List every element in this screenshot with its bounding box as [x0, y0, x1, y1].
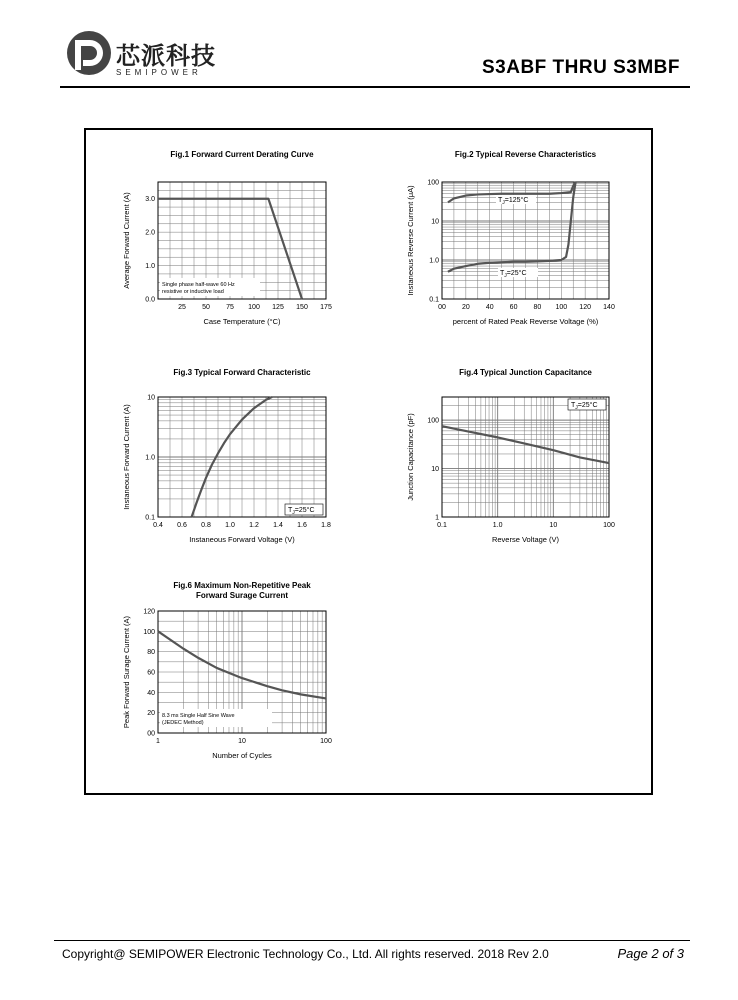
chart-grid [158, 397, 326, 517]
x-axis-label: Number of Cycles [212, 751, 272, 760]
condition-annotation: $T_J=25^\circ C$ [288, 507, 315, 516]
x-tick-label: 125 [272, 304, 284, 311]
y-tick-label: 10 [431, 218, 439, 226]
y-axis-label: Instaneous Forward Current (A) [122, 404, 131, 510]
y-tick-label: 10 [147, 394, 155, 402]
y-tick-label: 20 [147, 710, 155, 718]
y-tick-label: 2.0 [145, 229, 155, 237]
x-axis-label: Reverse Voltage (V) [491, 535, 560, 544]
x-tick-label: 175 [320, 304, 332, 311]
x-tick-label: 80 [533, 304, 542, 311]
x-tick-label: 100 [555, 304, 568, 311]
document-title: S3ABF THRU S3MBF [481, 57, 680, 78]
x-tick-label: 1 [156, 738, 160, 745]
x-tick-label: 1.8 [321, 522, 331, 529]
plot-area-border [442, 397, 609, 517]
y-tick-label: 1 [435, 514, 439, 522]
logo-english-name: SEMIPOWER [116, 68, 202, 77]
x-tick-label: 10 [549, 522, 558, 529]
chart-title-line: Forward Surage Current [195, 591, 289, 600]
condition-annotation: $T_J=25^\circ C$ [571, 402, 598, 411]
y-tick-label: 0.0 [145, 296, 155, 304]
y-tick-label: 100 [427, 179, 439, 187]
x-tick-label: 25 [178, 304, 186, 311]
y-axis-label: Average Forward Current (A) [122, 192, 131, 289]
chart-title: Fig.3 Typical Forward Characteristic [173, 368, 311, 377]
x-tick-label: 0.6 [177, 522, 187, 529]
y-tick-label: 3.0 [145, 196, 155, 204]
chart-title: Fig.1 Forward Current Derating Curve [170, 150, 314, 159]
y-tick-label: 40 [147, 689, 155, 697]
y-axis-label: Peak Forward Surage Current (A) [122, 615, 131, 729]
y-tick-label: 60 [147, 669, 155, 677]
fig6-surge-chart [122, 581, 332, 760]
y-tick-label: 10 [431, 466, 439, 474]
x-tick-label: 20 [461, 304, 470, 311]
x-tick-label: 100 [320, 738, 332, 745]
fig4-capacitance-chart [406, 368, 615, 544]
chart-grid [442, 397, 609, 517]
y-tick-label: 0.1 [429, 296, 439, 304]
copyright-text: Copyright@ SEMIPOWER Electronic Technology Co., Ltd. All rights reserved. 2018 Rev 2.0 [62, 947, 549, 961]
chart-note-line: resistive or inductive load [162, 289, 224, 295]
series-label: $T_J=125^\circ C$ [498, 197, 529, 206]
x-tick-label: 0.8 [201, 522, 211, 529]
fig2-reverse-chart [406, 150, 615, 326]
y-tick-label: 0.1 [145, 514, 155, 522]
y-tick-label: 1.0 [145, 263, 155, 271]
x-tick-label: 140 [603, 304, 615, 311]
logo-chinese-name: 芯派科技 [116, 42, 216, 70]
chart-title: Fig.2 Typical Reverse Characteristics [454, 150, 597, 159]
y-tick-label: 100 [143, 628, 155, 636]
x-tick-label: 150 [296, 304, 308, 311]
chart-title: Fig.4 Typical Junction Capacitance [459, 368, 592, 377]
y-tick-label: 120 [143, 608, 155, 616]
footer-rule [54, 940, 690, 941]
x-tick-label: 00 [438, 304, 446, 311]
x-tick-label: 50 [202, 304, 210, 311]
x-tick-label: 1.0 [225, 522, 235, 529]
y-tick-label: 1.0 [145, 454, 155, 462]
series-label: $T_J=25^\circ C$ [500, 270, 527, 279]
fig3-forward-chart [122, 368, 331, 544]
x-tick-label: 100 [603, 522, 615, 529]
y-tick-label: 100 [427, 417, 439, 425]
series-line [442, 426, 609, 463]
page-number: Page 2 of 3 [617, 946, 684, 961]
x-tick-label: 10 [238, 738, 246, 745]
x-tick-label: 1.0 [492, 522, 503, 529]
x-tick-label: 1.6 [297, 522, 307, 529]
x-tick-label: 40 [485, 304, 494, 311]
y-tick-label: 80 [147, 649, 155, 657]
x-axis-label: Case Temperature (°C) [203, 317, 281, 326]
x-tick-label: 1.4 [273, 522, 283, 529]
chart-note-line: Single phase half-wave 60 Hz [162, 282, 235, 288]
x-tick-label: 100 [248, 304, 260, 311]
x-tick-label: 0.4 [153, 522, 163, 529]
x-tick-label: 1.2 [249, 522, 259, 529]
x-tick-label: 60 [509, 304, 518, 311]
chart-title-line: Fig.6 Maximum Non-Repetitive Peak [173, 581, 311, 590]
x-tick-label: 75 [226, 304, 234, 311]
y-tick-label: 1.0 [429, 257, 439, 265]
x-axis-label: percent of Rated Peak Reverse Voltage (%) [452, 317, 599, 326]
chart-note-line: (JEDEC Method) [162, 720, 204, 726]
fig1-derating-chart [122, 150, 332, 326]
x-tick-label: 0.1 [437, 522, 447, 529]
x-axis-label: Instaneous Forward Voltage (V) [189, 535, 295, 544]
chart-note-line: 8.3 ms Single Half Sine Wave [162, 713, 235, 719]
y-tick-label: 00 [147, 730, 155, 738]
y-axis-label: Instaneous Reverse Current (μA) [406, 185, 415, 296]
y-axis-label: Junction Capacitance (pF) [406, 413, 415, 501]
x-tick-label: 120 [579, 304, 591, 311]
